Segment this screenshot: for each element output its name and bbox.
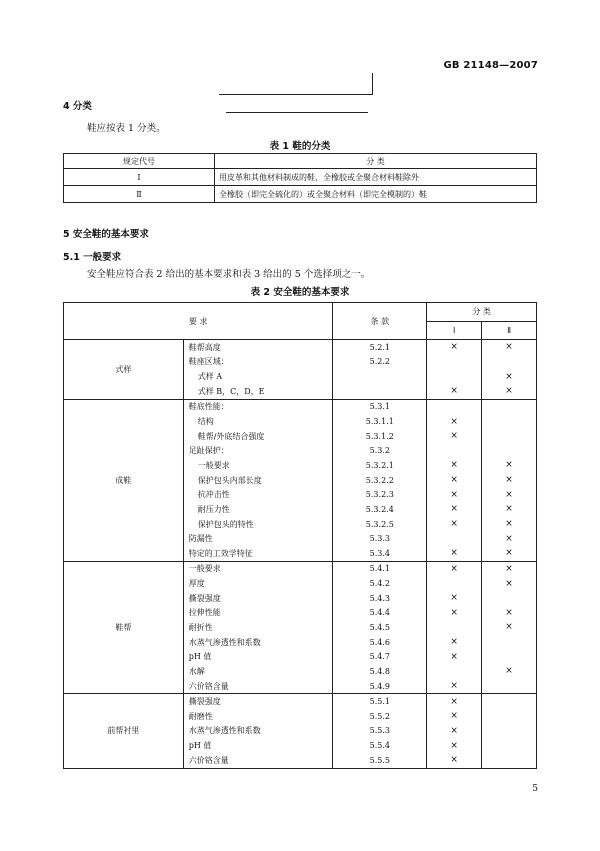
clause-cell: 5.3.4 <box>333 546 427 561</box>
classification-table <box>63 153 537 203</box>
table-2-header-clause: 条 款 <box>333 303 427 340</box>
section-5-1-heading: 5.1 一般要求 <box>63 252 122 263</box>
table-1-header-class: 分 类 <box>215 154 537 169</box>
class-i-mark <box>427 576 482 591</box>
clause-cell: 5.3.1.1 <box>333 414 427 429</box>
table-1-desc-cell: 全橡胶（即完全硫化的）或全聚合材料（即完全模制的）鞋 <box>215 186 537 203</box>
class-ii-mark <box>482 649 537 664</box>
clause-cell: 5.5.2 <box>333 709 427 724</box>
class-i-mark: × <box>427 487 482 502</box>
class-i-mark <box>427 355 482 370</box>
clause-cell: 5.5.1 <box>333 694 427 709</box>
class-ii-mark <box>482 414 537 429</box>
table-row <box>64 694 537 709</box>
clause-cell: 5.4.2 <box>333 576 427 591</box>
class-i-mark: × <box>427 649 482 664</box>
requirement-cell: 耐磨性 <box>183 709 333 724</box>
scan-line-horizontal <box>219 94 373 95</box>
scan-line-horizontal <box>226 112 368 113</box>
requirement-cell: 撕裂强度 <box>183 694 333 709</box>
requirement-cell: 拉伸性能 <box>183 606 333 621</box>
clause-cell: 5.4.9 <box>333 679 427 694</box>
class-ii-mark <box>482 753 537 768</box>
class-i-mark: × <box>427 606 482 621</box>
clause-cell: 5.2.2 <box>333 355 427 370</box>
requirement-cell: 鞋帮/外底结合强度 <box>183 429 333 444</box>
clause-cell: 5.4.4 <box>333 606 427 621</box>
class-ii-mark <box>482 635 537 650</box>
class-ii-mark <box>482 591 537 606</box>
table-1-caption: 表 1 鞋的分类 <box>269 141 331 152</box>
clause-cell: 5.3.1.2 <box>333 429 427 444</box>
class-i-mark: × <box>427 546 482 561</box>
clause-cell <box>333 384 427 399</box>
requirement-cell: 防漏性 <box>183 531 333 546</box>
class-ii-mark <box>482 694 537 709</box>
table-1-code-cell: Ⅱ <box>64 186 215 203</box>
class-i-mark: × <box>427 429 482 444</box>
requirement-cell: 一般要求 <box>183 458 333 473</box>
class-i-mark: × <box>427 384 482 399</box>
class-ii-mark <box>482 724 537 739</box>
class-ii-mark <box>482 738 537 753</box>
group-name-cell: 式样 <box>64 340 184 400</box>
class-i-mark: × <box>427 724 482 739</box>
class-i-mark: × <box>427 414 482 429</box>
class-ii-mark: × <box>482 517 537 532</box>
group-name-cell: 前帮衬里 <box>64 694 184 768</box>
requirement-cell: 鞋帮高度 <box>183 340 333 355</box>
requirement-cell: 式样 A <box>183 369 333 384</box>
requirement-cell: 水蒸气渗透性和系数 <box>183 724 333 739</box>
table-2-caption: 表 2 安全鞋的基本要求 <box>250 287 350 298</box>
class-ii-mark: × <box>482 620 537 635</box>
requirement-cell: 特定的工效学特征 <box>183 546 333 561</box>
requirement-cell: 六价铬含量 <box>183 679 333 694</box>
class-ii-mark <box>482 399 537 414</box>
class-ii-mark: × <box>482 606 537 621</box>
requirement-cell: 水蒸气渗透性和系数 <box>183 635 333 650</box>
class-i-mark: × <box>427 458 482 473</box>
class-i-mark <box>427 620 482 635</box>
clause-cell: 5.4.6 <box>333 635 427 650</box>
class-ii-mark <box>482 709 537 724</box>
class-i-mark <box>427 443 482 458</box>
class-i-mark: × <box>427 709 482 724</box>
clause-cell: 5.3.3 <box>333 531 427 546</box>
requirement-cell: 结构 <box>183 414 333 429</box>
scan-line-vertical <box>372 73 373 95</box>
class-i-mark: × <box>427 340 482 355</box>
class-i-mark: × <box>427 591 482 606</box>
section-4-heading: 4 分类 <box>63 101 92 112</box>
class-ii-mark <box>482 355 537 370</box>
requirement-cell: 撕裂强度 <box>183 591 333 606</box>
requirement-cell: pH 值 <box>183 649 333 664</box>
section-4-text: 鞋应按表 1 分类。 <box>87 123 166 134</box>
clause-cell: 5.3.2 <box>333 443 427 458</box>
clause-cell: 5.3.2.2 <box>333 473 427 488</box>
requirement-cell: pH 值 <box>183 738 333 753</box>
table-row <box>64 399 537 414</box>
class-ii-mark: × <box>482 576 537 591</box>
class-i-mark: × <box>427 473 482 488</box>
class-ii-mark: × <box>482 340 537 355</box>
requirement-cell: 鞋底性能： <box>183 399 333 414</box>
class-i-mark: × <box>427 635 482 650</box>
class-ii-mark: × <box>482 561 537 576</box>
requirement-cell: 厚度 <box>183 576 333 591</box>
requirement-cell: 抗冲击性 <box>183 487 333 502</box>
requirement-cell: 耐折性 <box>183 620 333 635</box>
clause-cell: 5.3.2.5 <box>333 517 427 532</box>
table-1-code-cell: Ⅰ <box>64 169 215 186</box>
clause-cell: 5.2.1 <box>333 340 427 355</box>
class-ii-mark: × <box>482 487 537 502</box>
clause-cell: 5.5.5 <box>333 753 427 768</box>
requirement-cell: 足趾保护： <box>183 443 333 458</box>
requirement-cell: 保护包头内部长度 <box>183 473 333 488</box>
table-2-header-class-ii: Ⅱ <box>482 321 537 340</box>
table-row <box>64 561 537 576</box>
clause-cell: 5.4.7 <box>333 649 427 664</box>
class-i-mark <box>427 664 482 679</box>
clause-cell: 5.4.5 <box>333 620 427 635</box>
clause-cell: 5.3.2.1 <box>333 458 427 473</box>
class-i-mark: × <box>427 517 482 532</box>
table-1-header-code: 规定代号 <box>64 154 215 169</box>
table-2-header-class: 分 类 <box>427 303 537 322</box>
class-i-mark: × <box>427 694 482 709</box>
clause-cell: 5.3.1 <box>333 399 427 414</box>
requirement-cell: 鞋座区域： <box>183 355 333 370</box>
requirements-table <box>63 302 537 769</box>
group-name-cell: 鞋帮 <box>64 561 184 694</box>
table-row <box>64 340 537 355</box>
section-5-1-text: 安全鞋应符合表 2 给出的基本要求和表 3 给出的 5 个选择项之一。 <box>87 269 371 280</box>
table-2-header-requirement: 要 求 <box>64 303 333 340</box>
page-number: 5 <box>532 784 538 794</box>
class-ii-mark: × <box>482 473 537 488</box>
class-i-mark: × <box>427 738 482 753</box>
class-ii-mark: × <box>482 664 537 679</box>
clause-cell: 5.4.1 <box>333 561 427 576</box>
class-i-mark <box>427 399 482 414</box>
requirement-cell: 一般要求 <box>183 561 333 576</box>
clause-cell: 5.3.2.4 <box>333 502 427 517</box>
clause-cell: 5.5.3 <box>333 724 427 739</box>
class-i-mark: × <box>427 753 482 768</box>
clause-cell: 5.5.4 <box>333 738 427 753</box>
clause-cell: 5.4.8 <box>333 664 427 679</box>
requirement-cell: 六价铬含量 <box>183 753 333 768</box>
table-1-desc-cell: 用皮革和其他材料制成的鞋，全橡胶或全聚合材料鞋除外 <box>215 169 537 186</box>
class-ii-mark: × <box>482 546 537 561</box>
class-ii-mark <box>482 443 537 458</box>
requirement-cell: 耐压力性 <box>183 502 333 517</box>
group-name-cell: 成鞋 <box>64 399 184 561</box>
table-2-header-class-i: Ⅰ <box>427 321 482 340</box>
requirement-cell: 式样 B，C，D，E <box>183 384 333 399</box>
class-i-mark: × <box>427 502 482 517</box>
class-ii-mark: × <box>482 458 537 473</box>
clause-cell: 5.4.3 <box>333 591 427 606</box>
class-ii-mark: × <box>482 384 537 399</box>
requirement-cell: 保护包头的特性 <box>183 517 333 532</box>
requirement-cell: 水解 <box>183 664 333 679</box>
class-ii-mark: × <box>482 531 537 546</box>
section-5-heading: 5 安全鞋的基本要求 <box>63 229 149 240</box>
class-i-mark <box>427 531 482 546</box>
class-ii-mark: × <box>482 502 537 517</box>
standard-code: GB 21148—2007 <box>443 60 538 71</box>
class-i-mark <box>427 369 482 384</box>
class-ii-mark <box>482 679 537 694</box>
class-i-mark: × <box>427 679 482 694</box>
class-ii-mark <box>482 429 537 444</box>
clause-cell <box>333 369 427 384</box>
class-i-mark: × <box>427 561 482 576</box>
clause-cell: 5.3.2.3 <box>333 487 427 502</box>
class-ii-mark: × <box>482 369 537 384</box>
